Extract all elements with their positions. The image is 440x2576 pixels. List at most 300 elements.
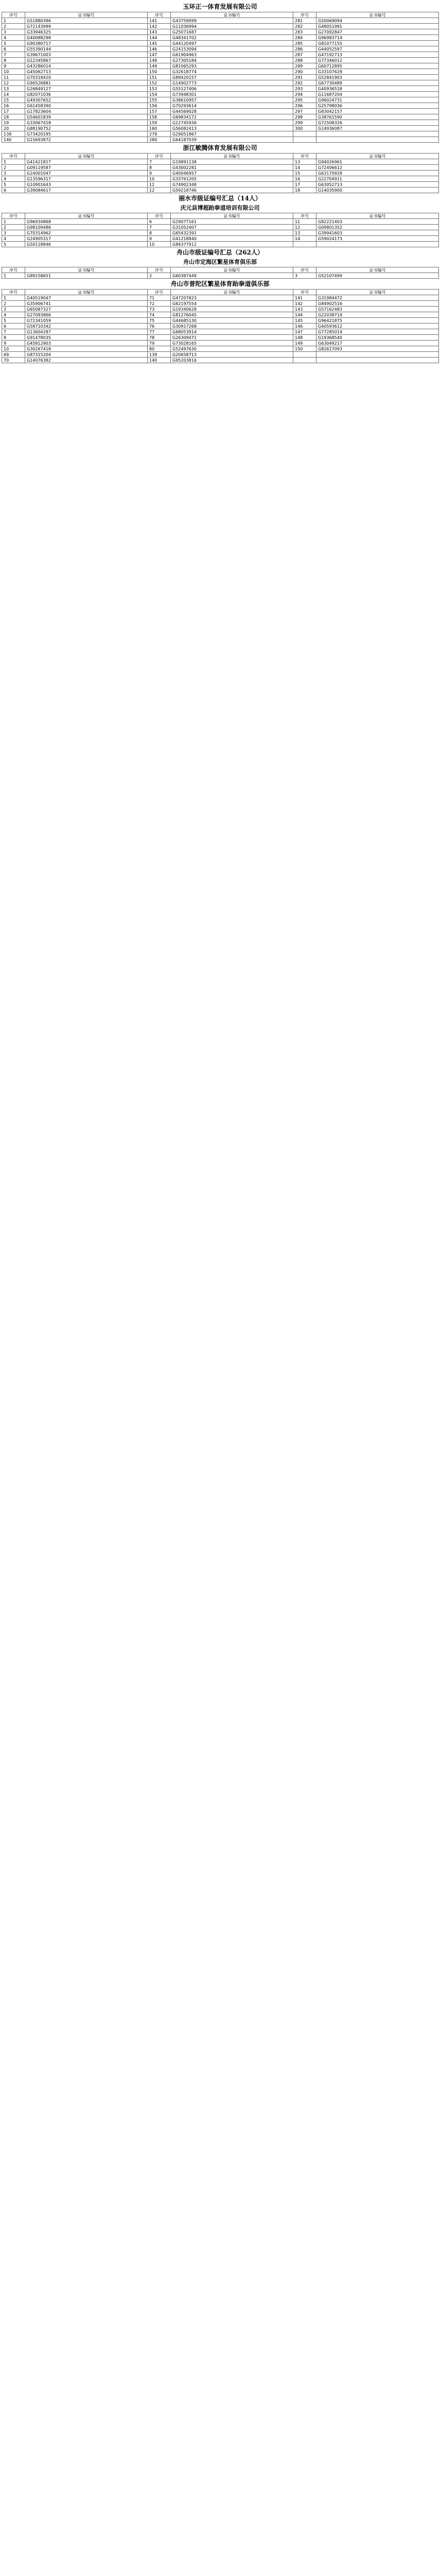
cert-number: G40046957 [171, 171, 293, 176]
row-index: 13 [2, 86, 25, 92]
section-subtitle: 舟山市定海区繁星体育俱乐部 [183, 259, 257, 265]
table-row [2, 312, 439, 318]
cert-number: G24001047 [25, 171, 148, 176]
table-row [2, 335, 439, 341]
col-header-index: 序号 [148, 213, 171, 219]
row-index: 9 [148, 236, 171, 242]
col-header-cert: 证书编号 [25, 267, 148, 273]
col-header-cert: 证书编号 [171, 12, 293, 18]
cert-number: G65432391 [171, 230, 293, 236]
row-index: 279 [148, 131, 171, 137]
cert-number: G72508326 [316, 120, 439, 126]
row-index: 7 [148, 159, 171, 165]
cert-number: G84902516 [316, 301, 439, 307]
cert-number: G12345867 [25, 58, 148, 63]
row-index: 8 [148, 230, 171, 236]
table-row [2, 126, 439, 131]
row-index: 297 [293, 109, 316, 114]
cert-number: G25798036 [316, 103, 439, 109]
table-row [2, 137, 439, 143]
cert-number: G69834172 [171, 114, 293, 120]
cert-number: G70314962 [25, 230, 148, 236]
row-index: 298 [293, 114, 316, 120]
row-index: 12 [148, 188, 171, 193]
row-index: 150 [148, 69, 171, 75]
table-row [2, 236, 439, 242]
row-index: 70 [2, 358, 25, 363]
row-index: 141 [148, 18, 171, 24]
cert-number: G27093866 [25, 312, 148, 318]
row-index: 13 [293, 159, 316, 165]
row-index: 9 [2, 63, 25, 69]
row-index: 8 [2, 335, 25, 341]
row-index: 10 [148, 176, 171, 182]
row-index: 6 [2, 46, 25, 52]
row-index: 3 [2, 29, 25, 35]
row-index: 16 [2, 103, 25, 109]
table-row [2, 58, 439, 63]
cert-number: G94026961 [316, 159, 439, 165]
row-index [293, 137, 316, 143]
col-header-index: 序号 [2, 267, 25, 273]
header-row [2, 213, 439, 219]
cert-number: G26309471 [171, 335, 293, 341]
row-index [293, 358, 316, 363]
table-row [2, 97, 439, 103]
section-title: 舟山市普陀区繁星体育跆拳道俱乐部 [170, 280, 270, 287]
row-index: 2 [2, 165, 25, 171]
cert-number: G32618774 [171, 69, 293, 75]
cert-number: G96983714 [316, 35, 439, 41]
cert-number: G70318420 [25, 75, 148, 80]
table-row [2, 18, 439, 24]
col-header-index: 序号 [2, 290, 25, 295]
cert-number [316, 131, 439, 137]
row-index: 6 [2, 324, 25, 329]
row-index: 15 [293, 171, 316, 176]
col-header-index: 序号 [293, 290, 316, 295]
cert-number: G81065293 [171, 63, 293, 69]
cert-number: G67730489 [316, 80, 439, 86]
col-header-cert: 证书编号 [25, 213, 148, 219]
row-index: 148 [293, 335, 316, 341]
table-row [2, 52, 439, 58]
table-row [2, 225, 439, 230]
cert-number: G35906741 [25, 301, 148, 307]
cert-number: G58710342 [25, 324, 148, 329]
cert-number: G48341702 [171, 35, 293, 41]
row-index: 153 [148, 86, 171, 92]
cert-number: G59024173 [316, 236, 439, 242]
cert-number: G96421875 [316, 318, 439, 324]
row-index: 12 [2, 80, 25, 86]
table-row [2, 358, 439, 363]
cert-table [2, 12, 439, 143]
row-index: 283 [293, 29, 316, 35]
row-index: 286 [293, 46, 316, 52]
table-row [2, 29, 439, 35]
row-index: 293 [293, 86, 316, 92]
row-index: 71 [148, 295, 171, 301]
row-index: 154 [148, 92, 171, 97]
row-index: 2 [148, 273, 171, 279]
row-index: 299 [293, 120, 316, 126]
row-index: 149 [148, 63, 171, 69]
row-index: 4 [2, 312, 25, 318]
row-index: 78 [148, 335, 171, 341]
cert-number: G70293614 [171, 103, 293, 109]
header-row [2, 12, 439, 18]
row-index: 288 [293, 58, 316, 63]
col-header-index: 序号 [2, 12, 25, 18]
cert-number: G44120497 [171, 41, 293, 46]
row-index: 290 [293, 69, 316, 75]
row-index: 14 [293, 236, 316, 242]
cert-number: G65087327 [25, 307, 148, 312]
cert-number: G40936518 [316, 86, 439, 92]
cert-number: G15693872 [25, 137, 148, 143]
cert-number: G96934868 [25, 219, 148, 225]
row-index: 73 [148, 307, 171, 312]
table-row [2, 346, 439, 352]
cert-number: G22704911 [316, 176, 439, 182]
cert-number: G43759099 [171, 18, 293, 24]
section-title: 丽水市级证编号汇总（14人） [179, 195, 261, 202]
cert-number: G39941603 [316, 230, 439, 236]
row-index: 158 [148, 114, 171, 120]
row-index: 17 [2, 109, 25, 114]
row-index: 142 [148, 24, 171, 29]
cert-number: G10901643 [25, 182, 148, 188]
row-index: 140 [148, 358, 171, 363]
col-header-cert: 证书编号 [25, 290, 148, 295]
row-index: 12 [293, 225, 316, 230]
row-index: 287 [293, 52, 316, 58]
table-row [2, 341, 439, 346]
section [2, 279, 438, 363]
table-row [2, 69, 439, 75]
row-index: 10 [2, 69, 25, 75]
table-row [2, 120, 439, 126]
row-index: 11 [2, 75, 25, 80]
cert-number: G87315204 [25, 352, 148, 358]
table-row [2, 35, 439, 41]
cert-number: G44569028 [171, 109, 293, 114]
col-header-cert: 证书编号 [171, 267, 293, 273]
cert-number: G48051991 [316, 24, 439, 29]
row-index: 74 [148, 312, 171, 318]
row-index: 6 [148, 219, 171, 225]
row-index: 282 [293, 24, 316, 29]
row-index: 3 [293, 273, 316, 279]
col-header-cert: 证书编号 [25, 154, 148, 159]
col-header-cert: 证书编号 [171, 213, 293, 219]
table-row [2, 131, 439, 137]
row-index: 300 [293, 126, 316, 131]
header-row [2, 290, 439, 295]
row-index: 291 [293, 75, 316, 80]
col-header-index: 序号 [148, 12, 171, 18]
row-index: 15 [2, 97, 25, 103]
cert-number: G39084617 [25, 188, 148, 193]
row-index: 7 [148, 225, 171, 230]
row-index: 13 [293, 230, 316, 236]
section [2, 143, 438, 193]
cert-number: G20658713 [171, 352, 293, 358]
row-index: 295 [293, 97, 316, 103]
row-index: 152 [148, 80, 171, 86]
cert-number: G52497630 [171, 346, 293, 352]
cert-number: G14936087 [316, 126, 439, 131]
cert-number: G56082413 [171, 126, 293, 131]
table-row [2, 41, 439, 46]
cert-number: G13604287 [25, 329, 148, 335]
row-index: 10 [2, 346, 25, 352]
row-index: 16 [293, 176, 316, 182]
cert-number: G19891138 [171, 159, 293, 165]
cert-number: G27092847 [316, 29, 439, 35]
row-index: 146 [148, 46, 171, 52]
section [2, 247, 438, 279]
col-header-index: 序号 [293, 267, 316, 273]
table-row [2, 242, 439, 247]
cert-number [316, 242, 439, 247]
table-row [2, 352, 439, 358]
table-row [2, 171, 439, 176]
col-header-cert: 证书编号 [316, 290, 439, 295]
table-row [2, 103, 439, 109]
cert-number: G63049217 [316, 341, 439, 346]
cert-number: G63170928 [316, 171, 439, 176]
row-index: 9 [2, 341, 25, 346]
cert-number: G68053914 [171, 329, 293, 335]
cert-number: G54601839 [25, 114, 148, 120]
cert-number: G96024731 [316, 97, 439, 103]
cert-number: G62197554 [171, 301, 293, 307]
row-index: 147 [148, 52, 171, 58]
cert-number: G40519047 [25, 295, 148, 301]
table-row [2, 182, 439, 188]
row-index: 3 [2, 230, 25, 236]
row-index: 80 [148, 346, 171, 352]
row-index: 148 [148, 58, 171, 63]
header-row [2, 154, 439, 159]
cert-number [316, 137, 439, 143]
cert-number: G22038719 [316, 312, 439, 318]
row-index: 76 [148, 324, 171, 329]
cert-number: G41421817 [25, 159, 148, 165]
table-row [2, 329, 439, 335]
cert-number: G17823604 [25, 109, 148, 114]
row-index: 6 [2, 188, 25, 193]
row-index: 18 [2, 114, 25, 120]
row-index: 284 [293, 35, 316, 41]
row-index: 11 [293, 219, 316, 225]
cert-number: G90380717 [25, 41, 148, 46]
cert-number: G19368540 [316, 335, 439, 341]
row-index: 145 [293, 318, 316, 324]
col-header-index: 序号 [148, 154, 171, 159]
row-index: 150 [293, 346, 316, 352]
cert-number: G61458390 [25, 103, 148, 109]
table-row [2, 114, 439, 120]
row-index: 155 [148, 97, 171, 103]
row-index: 8 [2, 58, 25, 63]
table-row [2, 188, 439, 193]
row-index: 5 [2, 41, 25, 46]
cert-number: G38761590 [316, 114, 439, 120]
cert-number: G14902773 [171, 80, 293, 86]
table-row [2, 75, 439, 80]
cert-number: G25071687 [171, 29, 293, 35]
row-index [293, 242, 316, 247]
cert-number: G55390144 [25, 46, 148, 52]
cert-number: G60712895 [316, 63, 439, 69]
row-index: 139 [2, 131, 25, 137]
cert-number: G82071036 [25, 92, 148, 97]
row-index: 140 [2, 137, 25, 143]
col-header-cert: 证书编号 [316, 267, 439, 273]
row-index: 1 [2, 295, 25, 301]
section-title: 舟山市级证编号汇总（262人） [176, 249, 264, 256]
cert-number: G64187039 [171, 137, 293, 143]
cert-number: G40088298 [25, 35, 148, 41]
row-index: 1 [2, 273, 25, 279]
cert-number: G44685130 [171, 318, 293, 324]
cert-number: G29051867 [171, 131, 293, 137]
row-index: 14 [293, 165, 316, 171]
cert-number: G82617093 [316, 346, 439, 352]
cert-number: G14035900 [316, 188, 439, 193]
cert-number: G57162483 [316, 307, 439, 312]
cert-number: G41218840 [171, 236, 293, 242]
col-header-index: 序号 [293, 213, 316, 219]
cert-number: G11687204 [316, 92, 439, 97]
table-row [2, 63, 439, 69]
row-index: 2 [2, 301, 25, 307]
row-index: 3 [2, 307, 25, 312]
row-index: 11 [148, 182, 171, 188]
row-index: 1 [2, 159, 25, 165]
row-index: 159 [148, 120, 171, 126]
cert-number: G45812903 [25, 341, 148, 346]
cert-number: G33946325 [25, 29, 148, 35]
cert-number: G82221403 [316, 219, 439, 225]
cert-number: G26849127 [25, 86, 148, 92]
row-index: 17 [293, 182, 316, 188]
cert-number: G51880396 [25, 18, 148, 24]
cert-number: G33067418 [25, 120, 148, 126]
cert-number: G31984472 [316, 295, 439, 301]
col-header-cert: 证书编号 [171, 154, 293, 159]
row-index: 289 [293, 63, 316, 69]
cert-table [2, 289, 439, 363]
cert-number: G72143999 [25, 24, 148, 29]
cert-number: G45062713 [25, 69, 148, 75]
table-row [2, 109, 439, 114]
row-index: 20 [2, 126, 25, 131]
section-subtitle: 庆元县博超跆拳道培训有限公司 [180, 205, 260, 211]
document [0, 0, 440, 365]
cert-number: G40593612 [316, 324, 439, 329]
table-row [2, 318, 439, 324]
cert-number: G14076382 [25, 358, 148, 363]
row-index: 10 [148, 242, 171, 247]
table-row [2, 165, 439, 171]
col-header-cert: 证书编号 [316, 213, 439, 219]
row-index: 77 [148, 329, 171, 335]
col-header-index: 序号 [2, 213, 25, 219]
cert-number: G98109486 [25, 225, 148, 230]
cert-number: G63052713 [316, 182, 439, 188]
row-index: 14 [2, 92, 25, 97]
row-index: 139 [148, 352, 171, 358]
row-index: 7 [2, 329, 25, 335]
cert-number: G77285014 [316, 329, 439, 335]
col-header-index: 序号 [293, 12, 316, 18]
table-row [2, 230, 439, 236]
header-row [2, 267, 439, 273]
cert-number: G50069094 [316, 18, 439, 24]
row-index: 296 [293, 103, 316, 109]
col-header-index: 序号 [148, 290, 171, 295]
cert-number: G83042157 [316, 109, 439, 114]
cert-number: G74902348 [171, 182, 293, 188]
row-index: 160 [148, 126, 171, 131]
row-index: 144 [293, 312, 316, 318]
row-index: 285 [293, 41, 316, 46]
row-index: 7 [2, 52, 25, 58]
row-index: 4 [2, 176, 25, 182]
cert-table [2, 153, 439, 193]
row-index: 8 [148, 165, 171, 171]
row-index: 145 [148, 41, 171, 46]
table-row [2, 46, 439, 52]
col-header-index: 序号 [293, 154, 316, 159]
row-index: 3 [2, 171, 25, 176]
col-header-cert: 证书编号 [316, 12, 439, 18]
cert-number: G13596317 [25, 176, 148, 182]
cert-number: G47207823 [171, 295, 293, 301]
row-index: 2 [2, 24, 25, 29]
cert-number: G31052407 [171, 225, 293, 230]
row-index: 79 [148, 341, 171, 346]
table-row [2, 176, 439, 182]
row-index: 147 [293, 329, 316, 335]
row-index: 5 [2, 182, 25, 188]
row-index: 2 [2, 225, 25, 230]
table-row [2, 295, 439, 301]
cert-number: G73948301 [171, 92, 293, 97]
section-title: 玉环正一体育发展有限公司 [183, 3, 257, 10]
row-index: 4 [2, 236, 25, 242]
cert-table [2, 213, 439, 247]
table-row [2, 86, 439, 92]
cert-number: G55127406 [171, 86, 293, 92]
section [2, 2, 438, 143]
row-index: 4 [2, 35, 25, 41]
cert-number: G73420195 [25, 131, 148, 137]
row-index: 1 [2, 18, 25, 24]
cert-number: G88190752 [25, 126, 148, 131]
col-header-cert: 证书编号 [25, 12, 148, 18]
cert-number: G72406612 [316, 165, 439, 171]
cert-number: G24153094 [171, 46, 293, 52]
row-index: 144 [148, 35, 171, 41]
table-row [2, 273, 439, 279]
row-index: 72 [148, 301, 171, 307]
cert-number: G81276045 [171, 312, 293, 318]
